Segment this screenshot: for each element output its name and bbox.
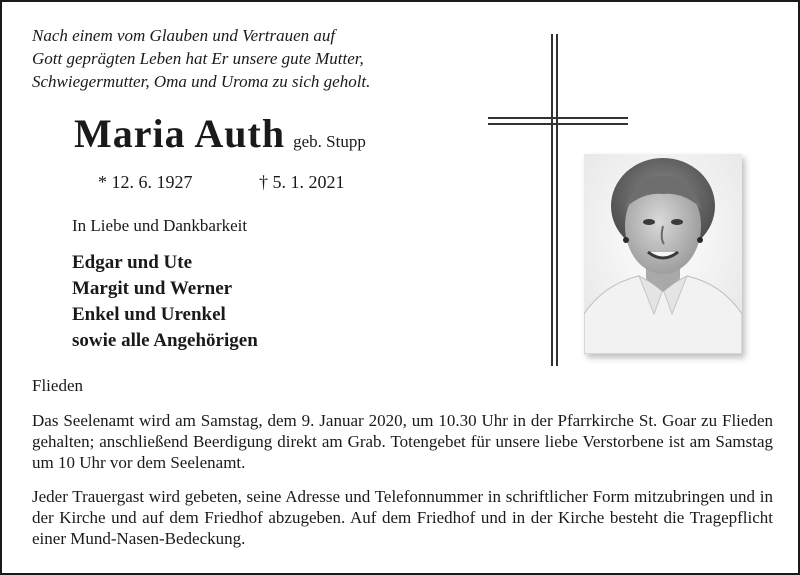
memorial-verse bbox=[32, 24, 472, 93]
mourner-entry: Edgar und Ute bbox=[72, 252, 193, 273]
mourner-entry: sowie alle Angehörigen bbox=[72, 330, 258, 351]
portrait-photo bbox=[584, 154, 742, 354]
cross-vertical-line bbox=[551, 34, 553, 366]
birth-date: * 12. 6. 1927 bbox=[98, 172, 193, 192]
mourner-entry: Margit und Werner bbox=[72, 278, 233, 299]
death-date: † 5. 1. 2021 bbox=[259, 172, 345, 192]
mourners-list bbox=[72, 250, 258, 354]
cross-vertical-line bbox=[556, 34, 558, 366]
verse-line: Schwiegermutter, Oma und Uroma zu sich geholt. bbox=[32, 72, 371, 91]
portrait-illustration bbox=[584, 154, 742, 354]
service-info-paragraph: Das Seelenamt wird am Samstag, dem 9. Januar 2020, um 10.30 Uhr in der Pfarrkirche St. Goar zu Flieden gehalten; anschließend Beerdigung direkt am Grab. Totengebet für unsere liebe Verstorbene ist am Samstag um 10 Uhr vor dem Seelenamt. bbox=[32, 411, 773, 472]
deceased-name-row bbox=[74, 110, 366, 157]
maiden-name: geb. Stupp bbox=[293, 132, 366, 151]
mourners-intro: In Liebe und Dankbarkeit bbox=[72, 216, 248, 235]
deceased-name: Maria Auth bbox=[74, 111, 286, 156]
verse-line: Nach einem vom Glauben und Vertrauen auf bbox=[32, 26, 336, 45]
cross-horizontal-line bbox=[488, 117, 628, 119]
place-name: Flieden bbox=[32, 376, 83, 395]
guest-instructions-paragraph: Jeder Trauergast wird gebeten, seine Adresse und Telefonnummer in schriftlicher Form mitzubringen und in der Kirche und auf dem Friedhof abzugeben. Auf dem Friedhof und in der Kirche besteht die Tragepflicht einer Mund-Nasen-Bedeckung. bbox=[32, 487, 773, 548]
cross-horizontal-line bbox=[488, 123, 628, 125]
verse-line: Gott geprägten Leben hat Er unsere gute Mutter, bbox=[32, 49, 364, 68]
mourner-entry: Enkel und Urenkel bbox=[72, 304, 226, 325]
